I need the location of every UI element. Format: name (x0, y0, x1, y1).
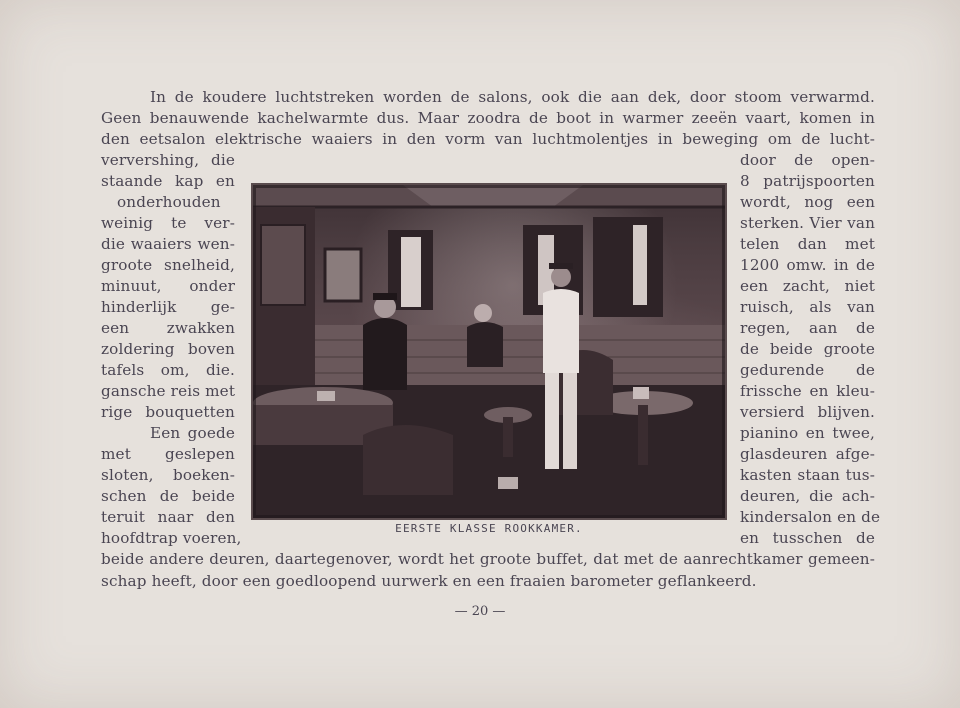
right-column-line: 1200 omw. in de (740, 256, 875, 274)
right-column-line: door de open- (740, 151, 875, 169)
left-column-line: onderhouden (117, 193, 221, 211)
left-column-line: zoldering boven (101, 340, 235, 358)
right-column-line: kindersalon en de (740, 508, 881, 526)
left-column-line: hinderlijk ge- (101, 298, 235, 316)
left-column-line: minuut, onder (101, 277, 235, 295)
left-column-line: met geslepen (101, 445, 235, 463)
left-column-line: staande kap en (101, 172, 235, 190)
right-column-line: pianino en twee, (740, 424, 875, 442)
left-column-line: tafels om, die. (101, 361, 235, 379)
left-column-line: weinig te ver- (101, 214, 235, 232)
left-column-line: teruit naar den (101, 508, 235, 526)
left-column-line: groote snelheid, (101, 256, 235, 274)
right-column-line: telen dan met (740, 235, 875, 253)
right-column-line: en tusschen de (740, 529, 875, 547)
right-column-line: de beide groote (740, 340, 875, 358)
right-column-line: sterken. Vier van (740, 214, 875, 232)
right-column-line: 8 patrijspoorten (740, 172, 875, 190)
left-column-line: gansche reis met (101, 382, 236, 400)
right-column-line: ruisch, als van (740, 298, 875, 316)
left-column-line: die waaiers wen- (101, 235, 235, 253)
text-line: schap heeft, door een goedloopend uurwerk en een fraaien barometer geflankeerd. (101, 572, 757, 590)
right-column-line: frissche en kleu- (740, 382, 875, 400)
right-column-line: regen, aan de (740, 319, 875, 337)
text-line: Geen benauwende kachelwarmte dus. Maar zoodra de boot in warmer zeeën vaart, komen in (101, 109, 875, 127)
left-column-line: hoofdtrap voeren, (101, 529, 242, 547)
text-line: beide andere deuren, daartegenover, wordt het groote buffet, dat met de aanrechtkamer gemeen- (101, 550, 875, 568)
right-column-line: deuren, die ach- (740, 487, 875, 505)
right-column-line: een zacht, niet (740, 277, 875, 295)
photo-illustration (253, 185, 725, 518)
right-column-line: wordt, nog een (740, 193, 875, 211)
right-column-line: gedurende de (740, 361, 875, 379)
right-column-line: versierd blijven. (740, 403, 875, 421)
smoking-room-photo (251, 183, 727, 520)
page-number: — 20 — (454, 604, 506, 619)
photo-caption: EERSTE KLASSE ROOKKAMER. (395, 522, 583, 535)
left-column-line: ververshing, die (101, 151, 235, 169)
right-column-line: glasdeuren afge- (740, 445, 875, 463)
text-line: den eetsalon elektrische waaiers in den vorm van luchtmolentjes in beweging om de lucht- (101, 130, 875, 148)
left-column-line: sloten, boeken- (101, 466, 235, 484)
left-column-line: rige bouquetten (101, 403, 235, 421)
left-column-line: Een goede (150, 424, 235, 442)
left-column-line: schen de beide (101, 487, 235, 505)
left-column-line: een zwakken (101, 319, 235, 337)
right-column-line: kasten staan tus- (740, 466, 875, 484)
text-line: In de koudere luchtstreken worden de salons, ook die aan dek, door stoom verwarmd. (150, 88, 875, 106)
